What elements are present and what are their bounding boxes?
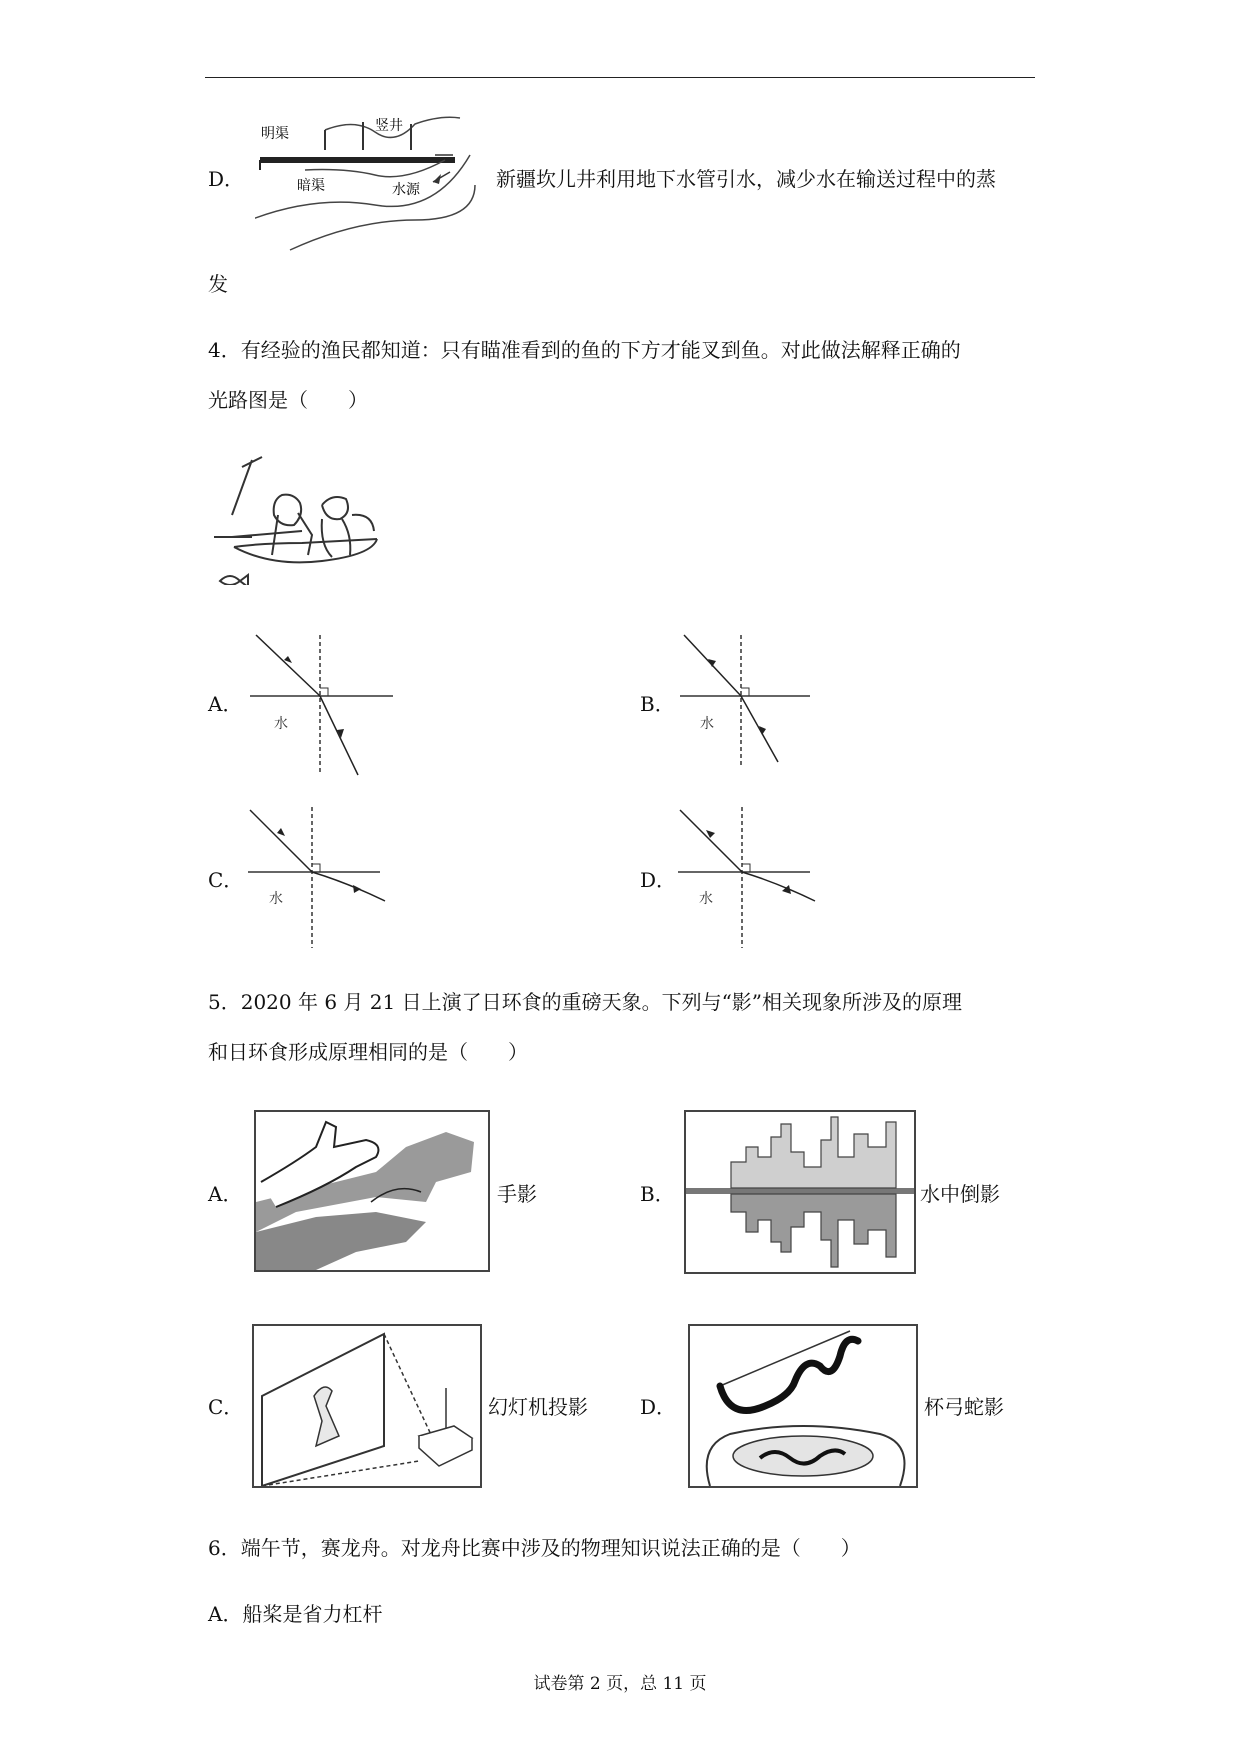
header-rule [205, 77, 1035, 78]
label-ming-qu: 明渠 [261, 126, 289, 142]
fisherman-illustration [212, 455, 402, 585]
water-reflection-picture[interactable] [684, 1110, 916, 1274]
q4-option-c-letter: C． [208, 868, 244, 892]
q4-stem-line2: 光路图是（ ） [208, 388, 368, 412]
q4-optics-diagram-b[interactable] [680, 630, 830, 780]
water-label: 水 [269, 891, 283, 907]
q3-option-d-text: 新疆坎儿井利用地下水管引水，减少水在输送过程中的蒸 [496, 167, 996, 191]
water-label: 水 [699, 891, 713, 907]
q4-option-a-letter: A． [208, 692, 243, 716]
q5-stem-line1: 5．2020 年 6 月 21 日上演了日环食的重磅天象。下列与“影”相关现象所涉及的原理 [208, 990, 963, 1014]
q5-option-a-caption: 手影 [497, 1182, 537, 1206]
hand-shadow-picture[interactable] [254, 1110, 490, 1272]
q5-option-b-letter: B． [640, 1182, 675, 1206]
q6-stem: 6．端午节，赛龙舟。对龙舟比赛中涉及的物理知识说法正确的是（ ） [208, 1536, 861, 1560]
q3-option-d-text-cont: 发 [208, 272, 228, 296]
snake-cup-picture[interactable] [688, 1324, 918, 1488]
q4-stem-line1: 4．有经验的渔民都知道：只有瞄准看到的鱼的下方才能叉到鱼。对此做法解释正确的 [208, 338, 961, 362]
q4-optics-diagram-c[interactable] [248, 805, 398, 955]
q5-option-b-caption: 水中倒影 [920, 1182, 1000, 1206]
kanerjing-diagram [255, 110, 485, 255]
label-shu-jing: 竖井 [375, 118, 403, 134]
q5-option-c-caption: 幻灯机投影 [488, 1395, 588, 1419]
q4-option-d-letter: D． [640, 868, 677, 892]
slide-projector-picture[interactable] [252, 1324, 482, 1488]
q4-optics-diagram-a[interactable] [250, 630, 400, 780]
label-an-qu: 暗渠 [297, 178, 325, 194]
q3-option-d-letter: D． [208, 167, 245, 191]
q5-option-c-letter: C． [208, 1395, 244, 1419]
q4-option-b-letter: B． [640, 692, 675, 716]
water-label: 水 [274, 716, 288, 732]
page-footer: 试卷第 2 页，总 11 页 [533, 1674, 707, 1694]
water-label: 水 [700, 716, 714, 732]
label-shui-yuan: 水源 [392, 182, 420, 198]
q5-option-d-letter: D． [640, 1395, 677, 1419]
q5-stem-line2: 和日环食形成原理相同的是（ ） [208, 1040, 528, 1064]
q4-optics-diagram-d[interactable] [678, 805, 828, 955]
q5-option-d-caption: 杯弓蛇影 [924, 1395, 1004, 1419]
q5-option-a-letter: A． [208, 1182, 243, 1206]
q6-option-a: A．船桨是省力杠杆 [208, 1602, 383, 1626]
